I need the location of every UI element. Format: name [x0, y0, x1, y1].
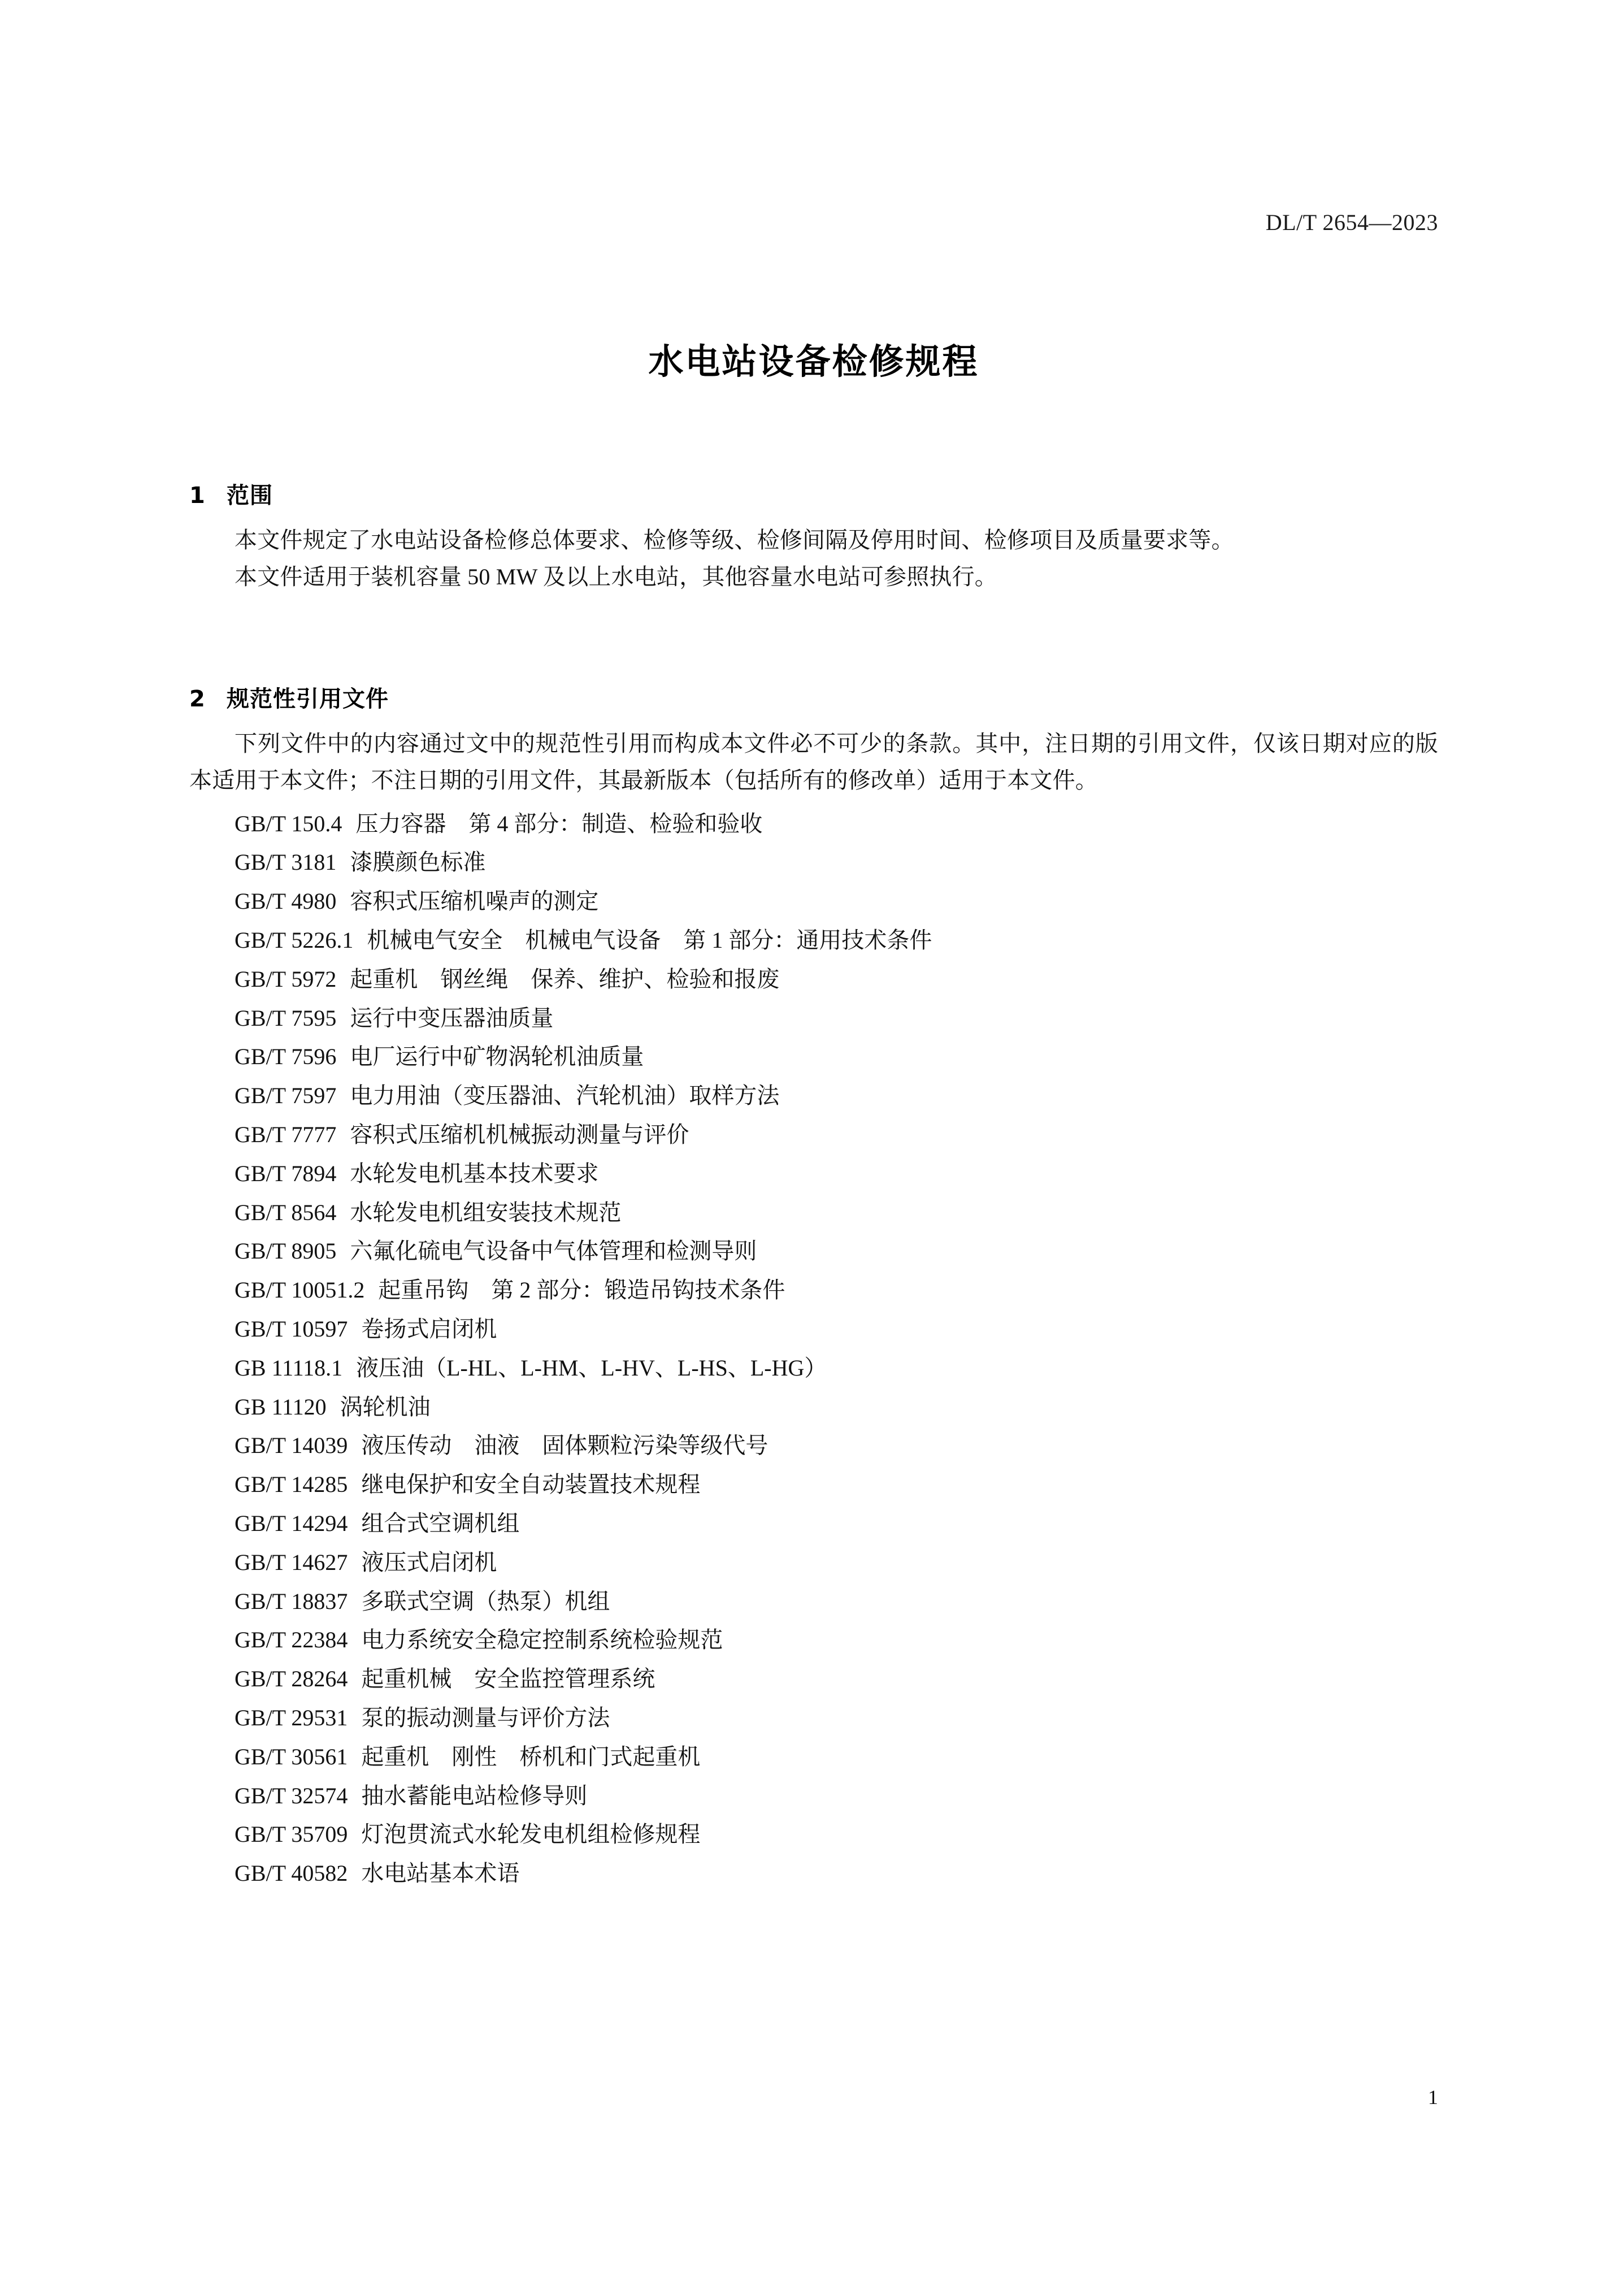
reference-item	[189, 1815, 1438, 1854]
reference-code: GB/T 18837	[235, 1588, 348, 1614]
reference-code: GB/T 7894	[235, 1160, 337, 1186]
reference-title: 电力用油（变压器油、汽轮机油）取样方法	[350, 1083, 780, 1109]
reference-item	[189, 882, 1438, 921]
reference-code: GB 11118.1	[235, 1355, 343, 1381]
reference-title: 卷扬式启闭机	[361, 1316, 497, 1342]
reference-code: GB/T 150.4	[235, 810, 342, 836]
reference-item	[189, 1699, 1438, 1738]
reference-code: GB/T 40582	[235, 1860, 348, 1886]
reference-item	[189, 1738, 1438, 1777]
scope-paragraph-1: 本文件规定了水电站设备检修总体要求、检修等级、检修间隔及停用时间、检修项目及质量要求等。	[235, 527, 1234, 553]
reference-title: 泵的振动测量与评价方法	[361, 1704, 610, 1730]
reference-title: 水电站基本术语	[361, 1860, 520, 1886]
reference-item	[189, 960, 1438, 999]
reference-title: 液压式启闭机	[361, 1549, 497, 1575]
section-normative-references	[189, 681, 1438, 1893]
reference-code: GB/T 8564	[235, 1199, 337, 1225]
reference-item	[189, 1155, 1438, 1194]
reference-code: GB/T 35709	[235, 1821, 348, 1847]
reference-title: 抽水蓄能电站检修导则	[361, 1782, 588, 1808]
reference-item	[189, 843, 1438, 882]
reference-item	[189, 1621, 1438, 1660]
reference-item	[189, 1582, 1438, 1621]
reference-code: GB/T 28264	[235, 1666, 348, 1692]
reference-item	[189, 1038, 1438, 1077]
reference-code: GB/T 29531	[235, 1704, 348, 1730]
reference-code: GB/T 3181	[235, 849, 337, 875]
reference-code: GB/T 8905	[235, 1238, 337, 1264]
scope-paragraph-2: 本文件适用于装机容量 50 MW 及以上水电站，其他容量水电站可参照执行。	[235, 563, 997, 589]
reference-code: GB/T 5226.1	[235, 927, 354, 953]
reference-item	[189, 1504, 1438, 1543]
reference-title: 运行中变压器油质量	[350, 1005, 554, 1031]
standard-number-header: DL/T 2654—2023	[1265, 210, 1438, 235]
reference-title: 组合式空调机组	[361, 1510, 520, 1536]
section-scope	[189, 478, 1438, 596]
reference-title: 水轮发电机基本技术要求	[350, 1160, 599, 1186]
reference-item	[189, 1388, 1438, 1427]
page-number: 1	[1428, 2086, 1438, 2109]
reference-title: 水轮发电机组安装技术规范	[350, 1199, 622, 1225]
section-title-2: 规范性引用文件	[227, 686, 389, 712]
reference-title: 漆膜颜色标准	[350, 849, 486, 875]
reference-code: GB/T 14285	[235, 1472, 348, 1498]
reference-item	[189, 999, 1438, 1038]
reference-code: GB/T 14294	[235, 1510, 348, 1536]
reference-item	[189, 1660, 1438, 1699]
reference-title: 起重机 钢丝绳 保养、维护、检验和报废	[350, 966, 780, 992]
reference-list	[189, 805, 1438, 1893]
reference-code: GB/T 4980	[235, 888, 337, 914]
reference-code: GB/T 10051.2	[235, 1277, 365, 1303]
reference-title: 六氟化硫电气设备中气体管理和检测导则	[350, 1238, 757, 1264]
reference-item	[189, 805, 1438, 844]
reference-code: GB/T 14039	[235, 1433, 348, 1459]
reference-title: 机械电气安全 机械电气设备 第 1 部分：通用技术条件	[367, 927, 932, 953]
reference-item	[189, 1854, 1438, 1893]
reference-item	[189, 1271, 1438, 1310]
reference-item	[189, 1543, 1438, 1582]
reference-item	[189, 1194, 1438, 1233]
references-intro-paragraph: 下列文件中的内容通过文中的规范性引用而构成本文件必不可少的条款。其中，注日期的引用文件，仅该日期对应的版本适用于本文件；不注日期的引用文件，其最新版本（包括所有的修改单）适用于本文件。	[189, 731, 1438, 793]
reference-title: 起重吊钩 第 2 部分：锻造吊钩技术条件	[378, 1277, 785, 1303]
reference-item	[189, 921, 1438, 960]
section-number-2: 2	[189, 686, 206, 712]
reference-title: 容积式压缩机机械振动测量与评价	[350, 1121, 689, 1147]
reference-code: GB/T 32574	[235, 1782, 348, 1808]
reference-title: 压力容器 第 4 部分：制造、检验和验收	[355, 810, 763, 836]
reference-code: GB/T 22384	[235, 1627, 348, 1653]
section-title-1: 范围	[227, 483, 273, 509]
reference-code: GB/T 30561	[235, 1743, 348, 1769]
reference-code: GB/T 7777	[235, 1121, 337, 1147]
reference-code: GB/T 7595	[235, 1005, 337, 1031]
section-number-1: 1	[189, 483, 206, 509]
section-heading-references	[189, 681, 1438, 713]
reference-title: 灯泡贯流式水轮发电机组检修规程	[361, 1821, 701, 1847]
reference-title: 多联式空调（热泵）机组	[361, 1588, 610, 1614]
section-heading-scope	[189, 478, 1438, 510]
reference-title: 继电保护和安全自动装置技术规程	[361, 1472, 701, 1498]
reference-item	[189, 1349, 1438, 1388]
reference-code: GB/T 7597	[235, 1083, 337, 1109]
reference-title: 电力系统安全稳定控制系统检验规范	[361, 1627, 723, 1653]
reference-code: GB 11120	[235, 1394, 327, 1420]
document-title: 水电站设备检修规程	[648, 341, 979, 382]
reference-item	[189, 1232, 1438, 1271]
reference-item	[189, 1465, 1438, 1504]
reference-title: 液压传动 油液 固体颗粒污染等级代号	[361, 1433, 768, 1459]
reference-item	[189, 1426, 1438, 1465]
reference-item	[189, 1077, 1438, 1116]
reference-title: 电厂运行中矿物涡轮机油质量	[350, 1044, 644, 1070]
reference-item	[189, 1116, 1438, 1155]
reference-title: 容积式压缩机噪声的测定	[350, 888, 599, 914]
reference-title: 起重机 刚性 桥机和门式起重机	[361, 1743, 701, 1769]
reference-title: 起重机械 安全监控管理系统	[361, 1666, 655, 1692]
reference-item	[189, 1310, 1438, 1349]
reference-title: 涡轮机油	[340, 1394, 431, 1420]
reference-code: GB/T 7596	[235, 1044, 337, 1070]
reference-code: GB/T 5972	[235, 966, 337, 992]
reference-title: 液压油（L-HL、L-HM、L-HV、L-HS、L-HG）	[356, 1355, 827, 1381]
reference-code: GB/T 14627	[235, 1549, 348, 1575]
reference-item	[189, 1777, 1438, 1816]
reference-code: GB/T 10597	[235, 1316, 348, 1342]
